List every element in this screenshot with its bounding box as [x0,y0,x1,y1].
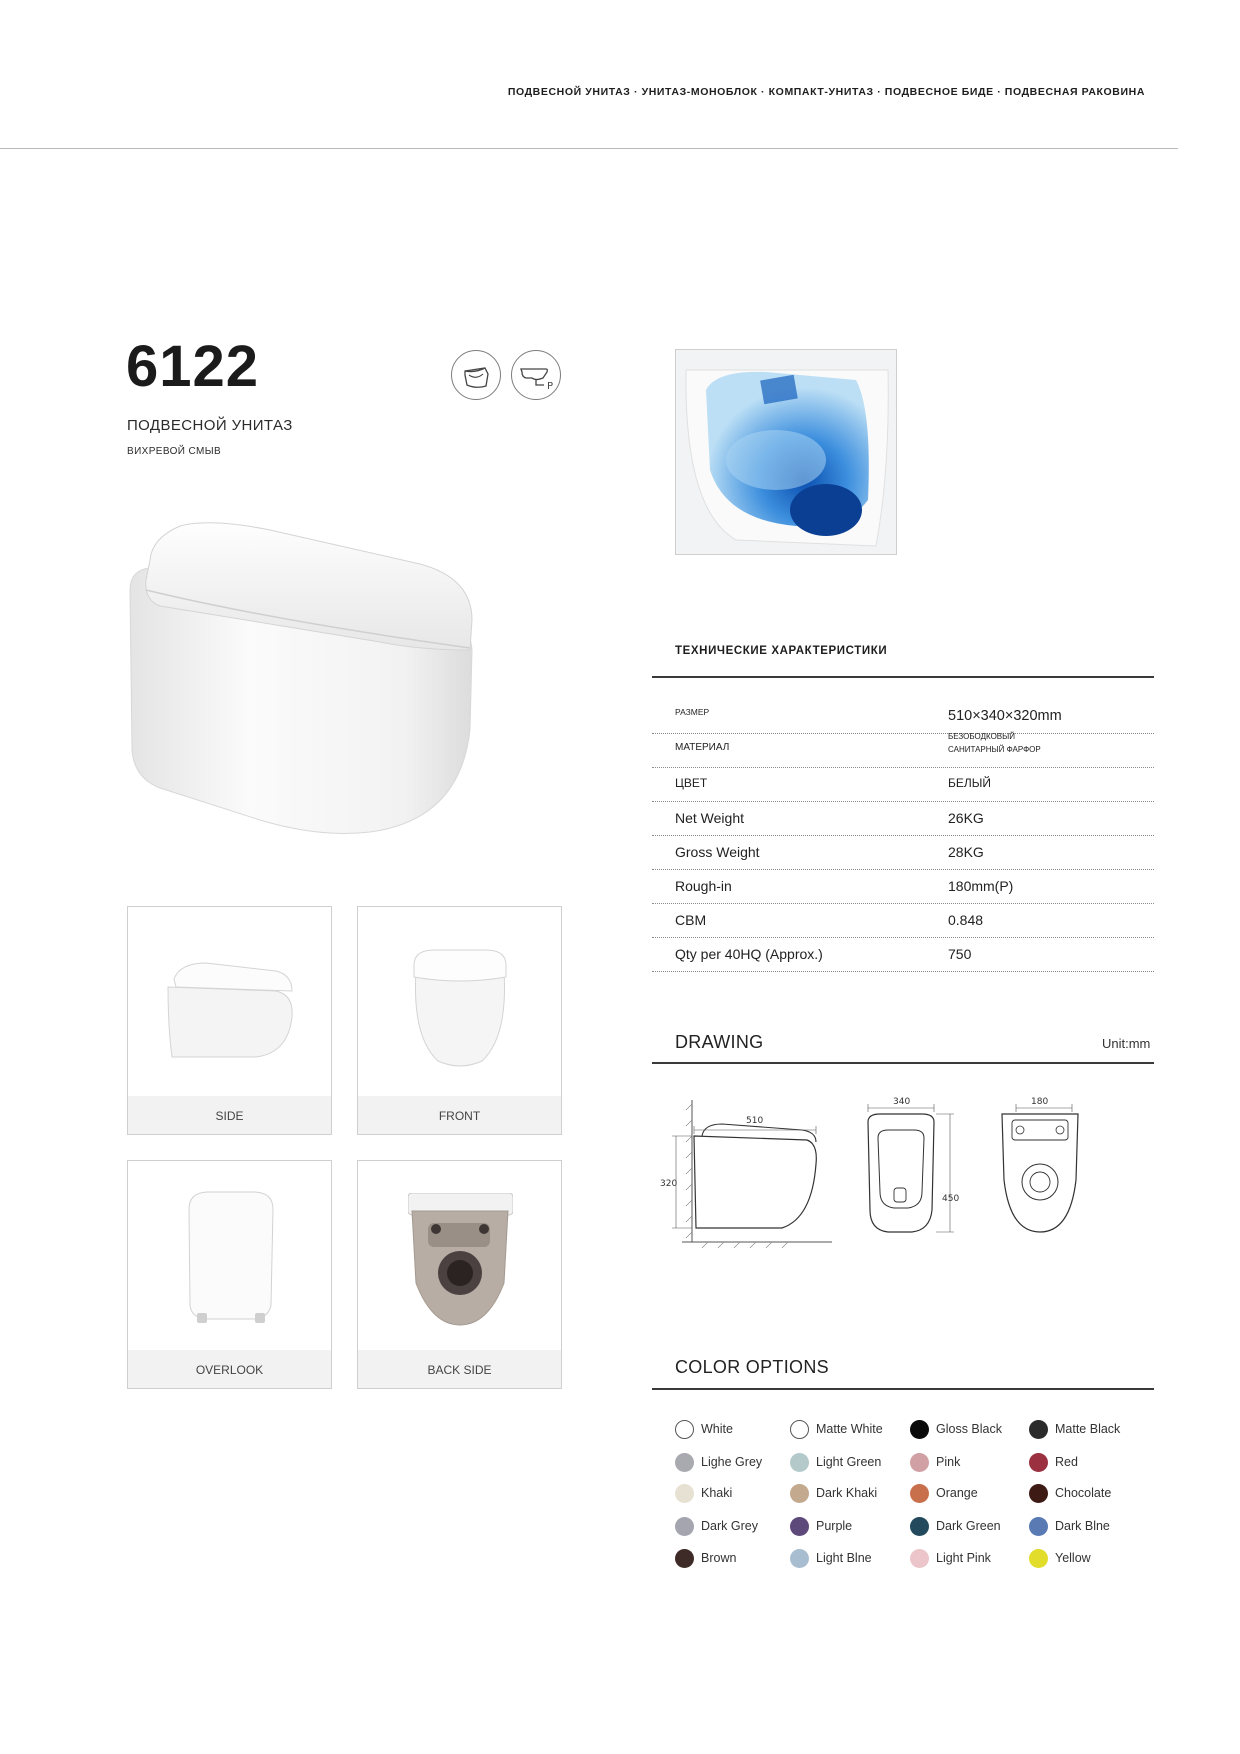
color-swatch-dot [675,1517,694,1536]
view-thumb-back-side[interactable] [357,1160,562,1389]
view-label: FRONT [358,1096,561,1134]
color-swatch-dot [675,1420,694,1439]
color-option-label: White [701,1422,733,1436]
color-option-item[interactable] [910,1453,1025,1475]
view-thumb-side[interactable] [127,906,332,1135]
dim-rough-in: 180 [1031,1097,1049,1107]
color-option-label: Khaki [701,1486,733,1500]
colors-title: COLOR OPTIONS [675,1357,829,1377]
color-option-item[interactable] [790,1453,905,1475]
spec-value: 510×340×320mm [948,708,1062,724]
color-option-item[interactable] [1029,1549,1144,1571]
spec-value: 26KG [948,810,984,826]
spec-label: CBM [675,912,707,928]
dim-depth: 450 [942,1194,960,1204]
color-option-label: Light Blne [816,1551,872,1565]
color-option-label: Lighe Grey [701,1455,763,1469]
color-option-item[interactable] [790,1484,905,1506]
view-thumb-overlook[interactable] [127,1160,332,1389]
spec-value: 28KG [948,844,984,860]
color-option-label: Light Pink [936,1551,991,1565]
spec-label: Rough-in [675,878,732,894]
spec-row-net-weight [652,801,1154,836]
color-option-label: Red [1055,1455,1078,1469]
spec-value: 180mm(P) [948,878,1014,894]
color-option-item[interactable] [675,1517,790,1539]
view-thumb-front[interactable] [357,906,562,1135]
color-swatch-dot [910,1420,929,1439]
color-option-label: Light Green [816,1455,882,1469]
p-trap-icon [511,350,561,400]
product-type: ПОДВЕСНОЙ УНИТАЗ [127,417,293,434]
color-option-item[interactable] [675,1420,790,1442]
color-option-label: Gloss Black [936,1422,1002,1436]
view-label: SIDE [128,1096,331,1134]
spec-label: ЦВЕТ [675,776,708,790]
color-option-label: Dark Blne [1055,1519,1110,1533]
color-option-label: Dark Grey [701,1519,758,1533]
color-swatch-dot [675,1549,694,1568]
color-option-label: Orange [936,1486,978,1500]
color-option-label: Brown [701,1551,737,1565]
color-option-item[interactable] [675,1453,790,1475]
view-label: OVERLOOK [128,1350,331,1388]
color-options-grid [652,1410,1154,1580]
main-product-image [120,520,480,840]
color-option-item[interactable] [675,1484,790,1506]
spec-row-size [652,699,1154,734]
spec-label: Net Weight [675,810,744,826]
color-swatch-dot [910,1549,929,1568]
technical-drawing [652,1090,1154,1260]
color-option-item[interactable] [910,1484,1025,1506]
spec-row-color [652,767,1154,802]
color-option-label: Dark Green [936,1519,1001,1533]
spec-label: МАТЕРИАЛ [675,742,730,753]
color-swatch-dot [790,1484,809,1503]
color-swatch-dot [1029,1549,1048,1568]
view-label: BACK SIDE [358,1350,561,1388]
spec-row-cbm [652,903,1154,938]
color-option-label: Dark Khaki [816,1486,878,1500]
color-option-label: Pink [936,1455,961,1469]
dim-length: 510 [746,1116,764,1126]
color-swatch-dot [1029,1420,1048,1439]
color-option-item[interactable] [790,1549,905,1571]
spec-label: Qty per 40HQ (Approx.) [675,946,823,962]
flush-type: ВИХРЕВОЙ СМЫВ [127,446,222,457]
color-swatch-dot [910,1517,929,1536]
color-swatch-dot [1029,1517,1048,1536]
color-swatch-dot [1029,1484,1048,1503]
color-swatch-dot [675,1453,694,1472]
spec-value: 750 [948,946,972,962]
color-swatch-dot [790,1517,809,1536]
header-divider [0,148,1178,149]
category-nav-text: ПОДВЕСНОЙ УНИТАЗ · УНИТАЗ-МОНОБЛОК · КОМПАКТ-УНИТАЗ · ПОДВЕСНОЕ БИДЕ · ПОДВЕСНАЯ РАКОВИНА [507,86,1145,98]
spec-row-qty-40hq [652,937,1154,972]
spec-label: РАЗМЕР [675,707,710,717]
color-swatch-dot [910,1453,929,1472]
spec-row-rough-in [652,869,1154,904]
color-option-item[interactable] [790,1420,905,1442]
color-option-item[interactable] [910,1517,1025,1539]
spec-label: Gross Weight [675,844,760,860]
color-option-label: Matte White [816,1422,883,1436]
color-swatch-dot [1029,1453,1048,1472]
drawing-unit: Unit:mm [1102,1036,1151,1051]
color-swatch-dot [790,1549,809,1568]
color-option-label: Matte Black [1055,1422,1121,1436]
color-option-item[interactable] [1029,1484,1144,1506]
specs-title: ТЕХНИЧЕСКИЕ ХАРАКТЕРИСТИКИ [675,645,888,657]
color-swatch-dot [675,1484,694,1503]
svg-text:P: P [547,381,554,392]
specs-rule [652,676,1154,678]
color-swatch-dot [790,1453,809,1472]
dim-height: 320 [660,1179,678,1189]
color-swatch-dot [910,1484,929,1503]
drawing-rule [652,1062,1154,1064]
color-option-item[interactable] [910,1420,1025,1442]
color-option-item[interactable] [790,1517,905,1539]
dim-width: 340 [893,1097,911,1107]
color-option-item[interactable] [675,1549,790,1571]
spec-value: 0.848 [948,912,984,928]
color-swatch-dot [790,1420,809,1439]
spec-value: БЕЛЫЙ [948,776,992,790]
spec-row-gross-weight [652,835,1154,870]
color-option-item[interactable] [910,1549,1025,1571]
colors-rule [652,1388,1154,1390]
soft-close-seat-icon [451,350,501,400]
color-option-label: Chocolate [1055,1486,1112,1500]
bowl-detail-photo [675,349,897,555]
color-option-item[interactable] [1029,1517,1144,1539]
spec-value: БЕЗОБОДКОВЫЙ САНИТАРНЫЙ ФАРФОР [948,732,1041,754]
color-option-label: Yellow [1055,1551,1091,1565]
color-option-item[interactable] [1029,1420,1144,1442]
spec-row-material [652,733,1154,768]
color-option-label: Purple [816,1519,853,1533]
drawing-title: DRAWING [675,1032,764,1052]
model-number: 6122 [126,334,260,399]
color-option-item[interactable] [1029,1453,1144,1475]
